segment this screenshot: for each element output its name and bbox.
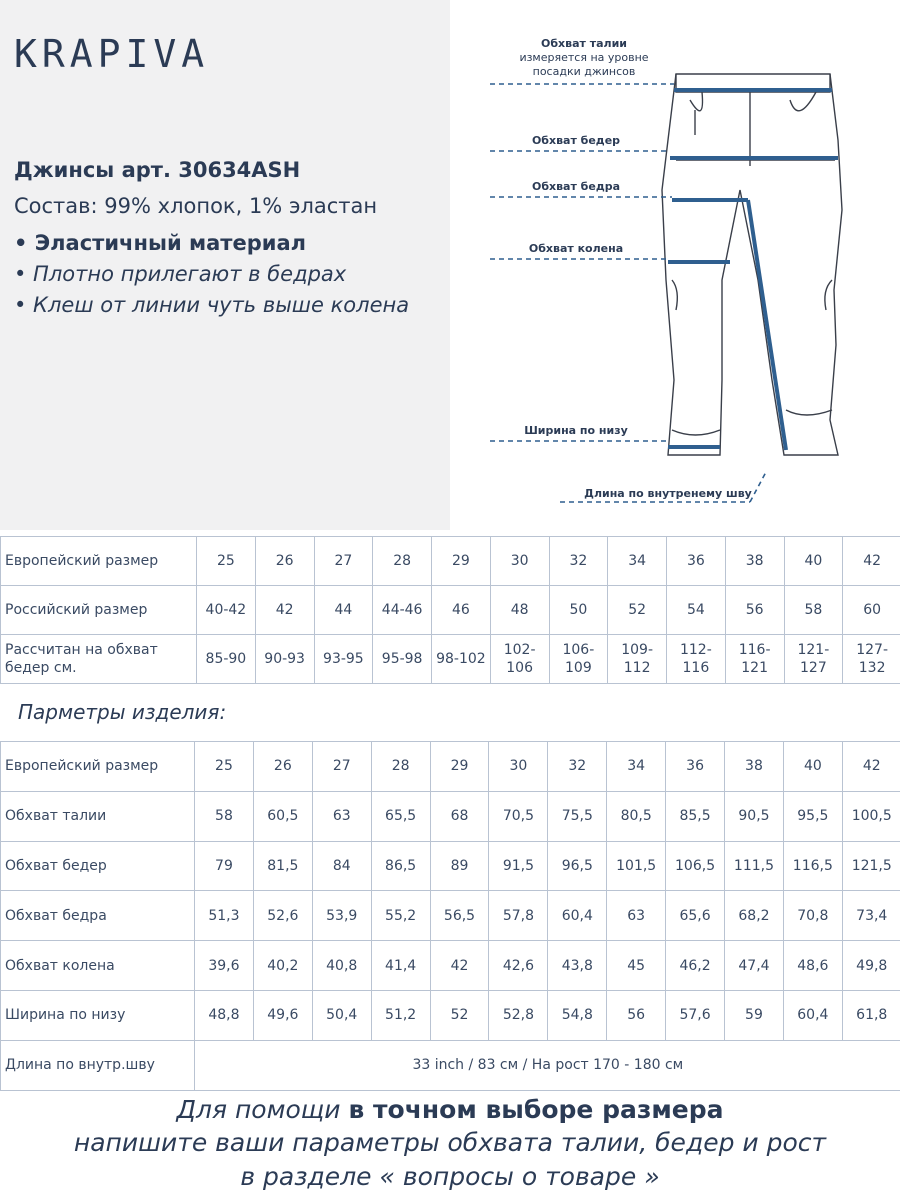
table-cell: 52	[608, 586, 667, 635]
brand-logo: KRAPIVA	[14, 32, 210, 76]
table-row	[1, 586, 900, 635]
table-cell: 42	[843, 537, 900, 586]
table-cell: 91,5	[489, 841, 548, 891]
row-label: Обхват талии	[1, 791, 195, 841]
label-waist-note: посадки джинсов	[532, 65, 636, 78]
table-row	[1, 891, 900, 941]
label-inseam: Длина по внутренему шву	[584, 487, 752, 500]
feature-item: • Эластичный материал	[14, 231, 307, 255]
table-cell: 29	[432, 537, 491, 586]
table-cell: 79	[195, 841, 254, 891]
table-cell: 36	[666, 742, 725, 792]
product-composition: Состав: 99% хлопок, 1% эластан	[14, 194, 378, 218]
table-cell: 38	[725, 742, 784, 792]
table-cell: 56	[725, 586, 784, 635]
table-row	[1, 537, 900, 586]
table-cell: 27	[314, 537, 373, 586]
table-cell: 28	[371, 742, 430, 792]
table-cell: 127-132	[843, 635, 900, 684]
table-cell: 36	[667, 537, 726, 586]
row-label: Европейский размер	[1, 742, 195, 792]
table-row	[1, 990, 900, 1040]
table-cell: 45	[607, 941, 666, 991]
table-cell: 30	[489, 742, 548, 792]
table-cell: 93-95	[314, 635, 373, 684]
table-cell: 43,8	[548, 941, 607, 991]
table-cell: 44-46	[373, 586, 432, 635]
measurement-lines	[668, 90, 838, 450]
table-cell: 52	[430, 990, 489, 1040]
table-cell: 52,8	[489, 990, 548, 1040]
label-waist-note: измеряется на уровне	[519, 51, 649, 64]
table-cell: 42,6	[489, 941, 548, 991]
table-cell: 56	[607, 990, 666, 1040]
table-cell: 49,6	[253, 990, 312, 1040]
table-cell: 81,5	[253, 841, 312, 891]
table-cell: 30	[490, 537, 549, 586]
table-cell: 49,8	[842, 941, 900, 991]
table-cell: 106,5	[666, 841, 725, 891]
row-label: Ширина по низу	[1, 990, 195, 1040]
label-waist: Обхват талии	[541, 37, 627, 50]
feature-list	[14, 228, 409, 321]
param-table	[0, 741, 900, 1091]
size-table	[0, 536, 900, 684]
table-cell: 42	[842, 742, 900, 792]
footer-line-3: в разделе « вопросы о товаре »	[240, 1162, 660, 1191]
table-cell: 111,5	[725, 841, 784, 891]
table-cell: 34	[608, 537, 667, 586]
table-cell: 106-109	[549, 635, 608, 684]
table-cell: 60,5	[253, 791, 312, 841]
footer-emphasis: в точном выборе размера	[348, 1095, 724, 1124]
table-cell: 90-93	[255, 635, 314, 684]
table-cell: 25	[195, 742, 254, 792]
table-cell: 73,4	[842, 891, 900, 941]
table-cell: 60	[843, 586, 900, 635]
row-label: Рассчитан на обхват бедер см.	[1, 635, 197, 684]
table-cell: 46,2	[666, 941, 725, 991]
table-row	[1, 1040, 900, 1090]
table-cell: 26	[255, 537, 314, 586]
table-cell: 86,5	[371, 841, 430, 891]
jeans-diagram	[450, 0, 900, 530]
table-cell: 58	[784, 586, 843, 635]
table-cell: 63	[312, 791, 371, 841]
inseam-value: 33 inch / 83 см / На рост 170 - 180 см	[195, 1040, 900, 1090]
table-cell: 54,8	[548, 990, 607, 1040]
row-label: Российский размер	[1, 586, 197, 635]
table-cell: 112-116	[667, 635, 726, 684]
table-cell: 60,4	[783, 990, 842, 1040]
table-row	[1, 841, 900, 891]
table-cell: 96,5	[548, 841, 607, 891]
table-cell: 55,2	[371, 891, 430, 941]
table-cell: 40,8	[312, 941, 371, 991]
table-cell: 102-106	[490, 635, 549, 684]
table-cell: 98-102	[432, 635, 491, 684]
row-label: Обхват бедер	[1, 841, 195, 891]
footer-text: Для помощи	[176, 1095, 349, 1124]
table-cell: 52,6	[253, 891, 312, 941]
table-cell: 51,3	[195, 891, 254, 941]
feature-item: • Плотно прилегают в бедрах	[14, 262, 347, 286]
table-cell: 63	[607, 891, 666, 941]
row-label: Обхват бедра	[1, 891, 195, 941]
table-cell: 40	[784, 537, 843, 586]
footer-line-1	[0, 1095, 900, 1124]
table-cell: 40	[783, 742, 842, 792]
table-cell: 50,4	[312, 990, 371, 1040]
table-cell: 95-98	[373, 635, 432, 684]
table-cell: 50	[549, 586, 608, 635]
table-cell: 75,5	[548, 791, 607, 841]
label-hips: Обхват бедер	[531, 134, 621, 147]
table-row	[1, 941, 900, 991]
table-cell: 60,4	[548, 891, 607, 941]
table-cell: 116-121	[725, 635, 784, 684]
row-label: Длина по внутр.шву	[1, 1040, 195, 1090]
table-cell: 101,5	[607, 841, 666, 891]
table-cell: 68,2	[725, 891, 784, 941]
table-row	[1, 635, 900, 684]
table-cell: 41,4	[371, 941, 430, 991]
footer-line-2: напишите ваши параметры обхвата талии, бедер и рост	[73, 1128, 827, 1157]
table-cell: 89	[430, 841, 489, 891]
table-cell: 48	[490, 586, 549, 635]
table-cell: 39,6	[195, 941, 254, 991]
table-cell: 58	[195, 791, 254, 841]
table-cell: 109-112	[608, 635, 667, 684]
jeans-outline	[662, 74, 842, 455]
table-cell: 68	[430, 791, 489, 841]
table-cell: 53,9	[312, 891, 371, 941]
table-cell: 80,5	[607, 791, 666, 841]
table-cell: 29	[430, 742, 489, 792]
table-cell: 85,5	[666, 791, 725, 841]
table-cell: 95,5	[783, 791, 842, 841]
table-cell: 28	[373, 537, 432, 586]
table-cell: 121,5	[842, 841, 900, 891]
table-cell: 32	[549, 537, 608, 586]
table-cell: 38	[725, 537, 784, 586]
table-cell: 90,5	[725, 791, 784, 841]
table-cell: 57,6	[666, 990, 725, 1040]
row-label: Европейский размер	[1, 537, 197, 586]
table-cell: 59	[725, 990, 784, 1040]
table-cell: 100,5	[842, 791, 900, 841]
table-cell: 85-90	[197, 635, 256, 684]
feature-item: • Клеш от линии чуть выше колена	[14, 293, 410, 317]
table-cell: 46	[432, 586, 491, 635]
table-cell: 65,5	[371, 791, 430, 841]
table-cell: 57,8	[489, 891, 548, 941]
table-cell: 65,6	[666, 891, 725, 941]
table-cell: 48,6	[783, 941, 842, 991]
params-heading: Парметры изделия:	[18, 700, 227, 724]
label-hem: Ширина по низу	[524, 424, 628, 437]
table-cell: 26	[253, 742, 312, 792]
table-cell: 116,5	[783, 841, 842, 891]
table-cell: 42	[430, 941, 489, 991]
product-title: Джинсы арт. 30634ASH	[14, 158, 301, 182]
table-cell: 40-42	[197, 586, 256, 635]
table-cell: 56,5	[430, 891, 489, 941]
table-cell: 84	[312, 841, 371, 891]
table-cell: 42	[255, 586, 314, 635]
table-cell: 51,2	[371, 990, 430, 1040]
table-cell: 70,8	[783, 891, 842, 941]
table-cell: 48,8	[195, 990, 254, 1040]
table-cell: 121-127	[784, 635, 843, 684]
row-label: Обхват колена	[1, 941, 195, 991]
table-cell: 40,2	[253, 941, 312, 991]
table-cell: 54	[667, 586, 726, 635]
table-cell: 27	[312, 742, 371, 792]
table-cell: 44	[314, 586, 373, 635]
table-cell: 25	[197, 537, 256, 586]
table-row	[1, 742, 900, 792]
table-cell: 61,8	[842, 990, 900, 1040]
table-cell: 32	[548, 742, 607, 792]
label-knee: Обхват колена	[528, 242, 624, 255]
table-cell: 34	[607, 742, 666, 792]
table-cell: 70,5	[489, 791, 548, 841]
table-cell: 47,4	[725, 941, 784, 991]
table-row	[1, 791, 900, 841]
label-thigh: Обхват бедра	[531, 180, 621, 193]
